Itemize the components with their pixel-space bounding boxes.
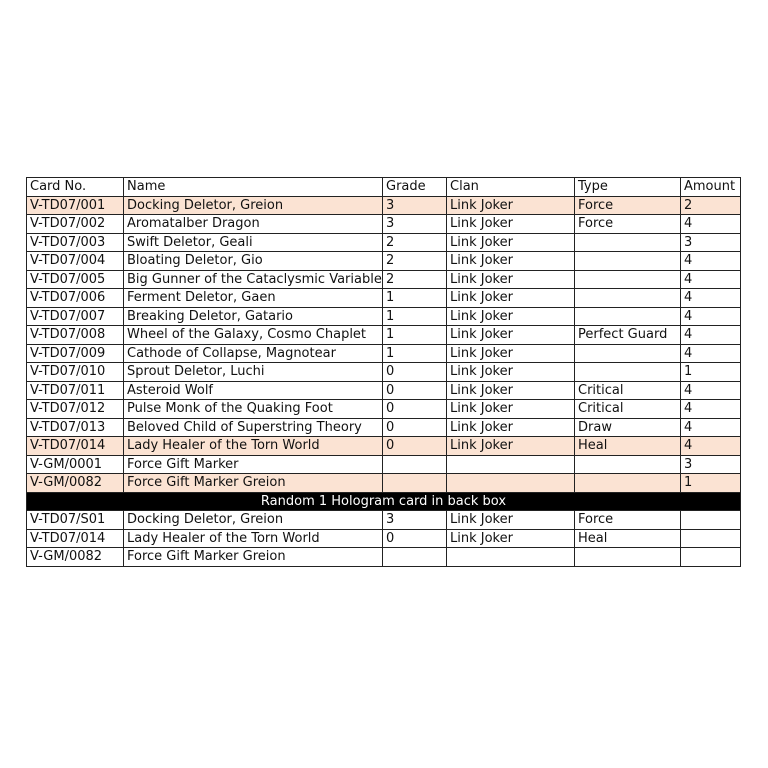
- cell-type: Heal: [575, 529, 681, 548]
- cell-grade: 2: [383, 233, 447, 252]
- table-row: [27, 215, 741, 234]
- cell-clan: Link Joker: [447, 437, 575, 456]
- cell-card-no: V-GM/0082: [27, 474, 124, 493]
- cell-amount: 3: [681, 455, 741, 474]
- cell-card-no: V-TD07/S01: [27, 511, 124, 530]
- cell-name: Force Gift Marker: [124, 455, 383, 474]
- cell-amount: 1: [681, 363, 741, 382]
- cell-type: [575, 252, 681, 271]
- table-row: [27, 270, 741, 289]
- table-row: [27, 381, 741, 400]
- cell-amount: 1: [681, 474, 741, 493]
- cell-card-no: V-TD07/006: [27, 289, 124, 308]
- cell-clan: Link Joker: [447, 270, 575, 289]
- cell-clan: [447, 474, 575, 493]
- cell-grade: 1: [383, 289, 447, 308]
- cell-amount: 4: [681, 381, 741, 400]
- cell-amount: [681, 529, 741, 548]
- cell-clan: Link Joker: [447, 289, 575, 308]
- cell-card-no: V-TD07/014: [27, 437, 124, 456]
- cell-grade: 2: [383, 270, 447, 289]
- cell-name: Docking Deletor, Greion: [124, 196, 383, 215]
- cell-amount: 3: [681, 233, 741, 252]
- cell-type: Heal: [575, 437, 681, 456]
- cell-grade: 0: [383, 437, 447, 456]
- cell-grade: 0: [383, 529, 447, 548]
- cell-clan: Link Joker: [447, 418, 575, 437]
- cell-type: Draw: [575, 418, 681, 437]
- cell-name: Pulse Monk of the Quaking Foot: [124, 400, 383, 419]
- cell-grade: 3: [383, 215, 447, 234]
- cell-type: [575, 548, 681, 567]
- cell-name: Cathode of Collapse, Magnotear: [124, 344, 383, 363]
- cell-amount: [681, 548, 741, 567]
- cell-name: Wheel of the Galaxy, Cosmo Chaplet: [124, 326, 383, 345]
- cell-card-no: V-TD07/013: [27, 418, 124, 437]
- header-cell-card-no: Card No.: [27, 178, 124, 197]
- cell-card-no: V-GM/0082: [27, 548, 124, 567]
- cell-amount: 4: [681, 326, 741, 345]
- cell-name: Breaking Deletor, Gatario: [124, 307, 383, 326]
- cell-grade: 0: [383, 363, 447, 382]
- cell-type: Critical: [575, 400, 681, 419]
- cell-clan: [447, 548, 575, 567]
- card-list-table: [26, 177, 741, 567]
- cell-card-no: V-TD07/005: [27, 270, 124, 289]
- cell-clan: Link Joker: [447, 381, 575, 400]
- cell-type: [575, 307, 681, 326]
- cell-clan: Link Joker: [447, 307, 575, 326]
- table-row: [27, 529, 741, 548]
- cell-type: Force: [575, 196, 681, 215]
- cell-type: Force: [575, 511, 681, 530]
- cell-amount: [681, 511, 741, 530]
- cell-amount: 4: [681, 437, 741, 456]
- cell-name: Ferment Deletor, Gaen: [124, 289, 383, 308]
- cell-card-no: V-TD07/007: [27, 307, 124, 326]
- table-row: [27, 548, 741, 567]
- cell-grade: 0: [383, 381, 447, 400]
- cell-clan: Link Joker: [447, 529, 575, 548]
- cell-type: [575, 270, 681, 289]
- hologram-banner: Random 1 Hologram card in back box: [27, 492, 741, 511]
- header-cell-grade: Grade: [383, 178, 447, 197]
- cell-clan: Link Joker: [447, 511, 575, 530]
- table-row: [27, 326, 741, 345]
- cell-name: Beloved Child of Superstring Theory: [124, 418, 383, 437]
- cell-card-no: V-TD07/008: [27, 326, 124, 345]
- cell-name: Sprout Deletor, Luchi: [124, 363, 383, 382]
- cell-name: Docking Deletor, Greion: [124, 511, 383, 530]
- cell-type: [575, 344, 681, 363]
- cell-amount: 4: [681, 252, 741, 271]
- cell-clan: Link Joker: [447, 196, 575, 215]
- cell-type: [575, 455, 681, 474]
- cell-name: Swift Deletor, Geali: [124, 233, 383, 252]
- table-row: [27, 418, 741, 437]
- cell-card-no: V-TD07/009: [27, 344, 124, 363]
- cell-clan: Link Joker: [447, 344, 575, 363]
- cell-grade: 2: [383, 252, 447, 271]
- cell-clan: Link Joker: [447, 326, 575, 345]
- cell-type: [575, 363, 681, 382]
- header-cell-type: Type: [575, 178, 681, 197]
- cell-type: [575, 474, 681, 493]
- cell-grade: [383, 548, 447, 567]
- table-row: [27, 252, 741, 271]
- cell-clan: Link Joker: [447, 252, 575, 271]
- cell-card-no: V-TD07/011: [27, 381, 124, 400]
- cell-grade: 0: [383, 400, 447, 419]
- table-row: [27, 474, 741, 493]
- table-row: [27, 196, 741, 215]
- cell-clan: Link Joker: [447, 233, 575, 252]
- cell-card-no: V-TD07/004: [27, 252, 124, 271]
- cell-grade: 1: [383, 307, 447, 326]
- table-row: [27, 289, 741, 308]
- cell-card-no: V-TD07/002: [27, 215, 124, 234]
- table-row: [27, 307, 741, 326]
- cell-amount: 2: [681, 196, 741, 215]
- cell-type: Critical: [575, 381, 681, 400]
- header-cell-amount: Amount: [681, 178, 741, 197]
- header-cell-clan: Clan: [447, 178, 575, 197]
- table-row: [27, 455, 741, 474]
- cell-name: Aromatalber Dragon: [124, 215, 383, 234]
- cell-name: Lady Healer of the Torn World: [124, 437, 383, 456]
- cell-name: Force Gift Marker Greion: [124, 548, 383, 567]
- table-row: [27, 400, 741, 419]
- hologram-banner-row: [27, 492, 741, 511]
- header-row: [27, 178, 741, 197]
- cell-card-no: V-TD07/014: [27, 529, 124, 548]
- cell-grade: 1: [383, 326, 447, 345]
- cell-card-no: V-TD07/010: [27, 363, 124, 382]
- header-cell-name: Name: [124, 178, 383, 197]
- table-row: [27, 344, 741, 363]
- cell-amount: 4: [681, 215, 741, 234]
- cell-clan: Link Joker: [447, 400, 575, 419]
- cell-card-no: V-TD07/001: [27, 196, 124, 215]
- table-row: [27, 363, 741, 382]
- cell-amount: 4: [681, 289, 741, 308]
- table-row: [27, 437, 741, 456]
- cell-amount: 4: [681, 307, 741, 326]
- cell-card-no: V-GM/0001: [27, 455, 124, 474]
- cell-grade: 0: [383, 418, 447, 437]
- cell-type: [575, 289, 681, 308]
- cell-grade: 1: [383, 344, 447, 363]
- cell-name: Force Gift Marker Greion: [124, 474, 383, 493]
- cell-name: Asteroid Wolf: [124, 381, 383, 400]
- card-list-body: [27, 178, 741, 567]
- cell-card-no: V-TD07/003: [27, 233, 124, 252]
- cell-clan: Link Joker: [447, 363, 575, 382]
- cell-type: Force: [575, 215, 681, 234]
- cell-name: Lady Healer of the Torn World: [124, 529, 383, 548]
- cell-type: Perfect Guard: [575, 326, 681, 345]
- cell-amount: 4: [681, 418, 741, 437]
- cell-amount: 4: [681, 344, 741, 363]
- cell-name: Bloating Deletor, Gio: [124, 252, 383, 271]
- cell-grade: 3: [383, 511, 447, 530]
- cell-name: Big Gunner of the Cataclysmic Variable: [124, 270, 383, 289]
- cell-card-no: V-TD07/012: [27, 400, 124, 419]
- cell-clan: Link Joker: [447, 215, 575, 234]
- cell-amount: 4: [681, 270, 741, 289]
- cell-clan: [447, 455, 575, 474]
- table-row: [27, 511, 741, 530]
- cell-amount: 4: [681, 400, 741, 419]
- cell-type: [575, 233, 681, 252]
- table-row: [27, 233, 741, 252]
- cell-grade: [383, 474, 447, 493]
- cell-grade: [383, 455, 447, 474]
- cell-grade: 3: [383, 196, 447, 215]
